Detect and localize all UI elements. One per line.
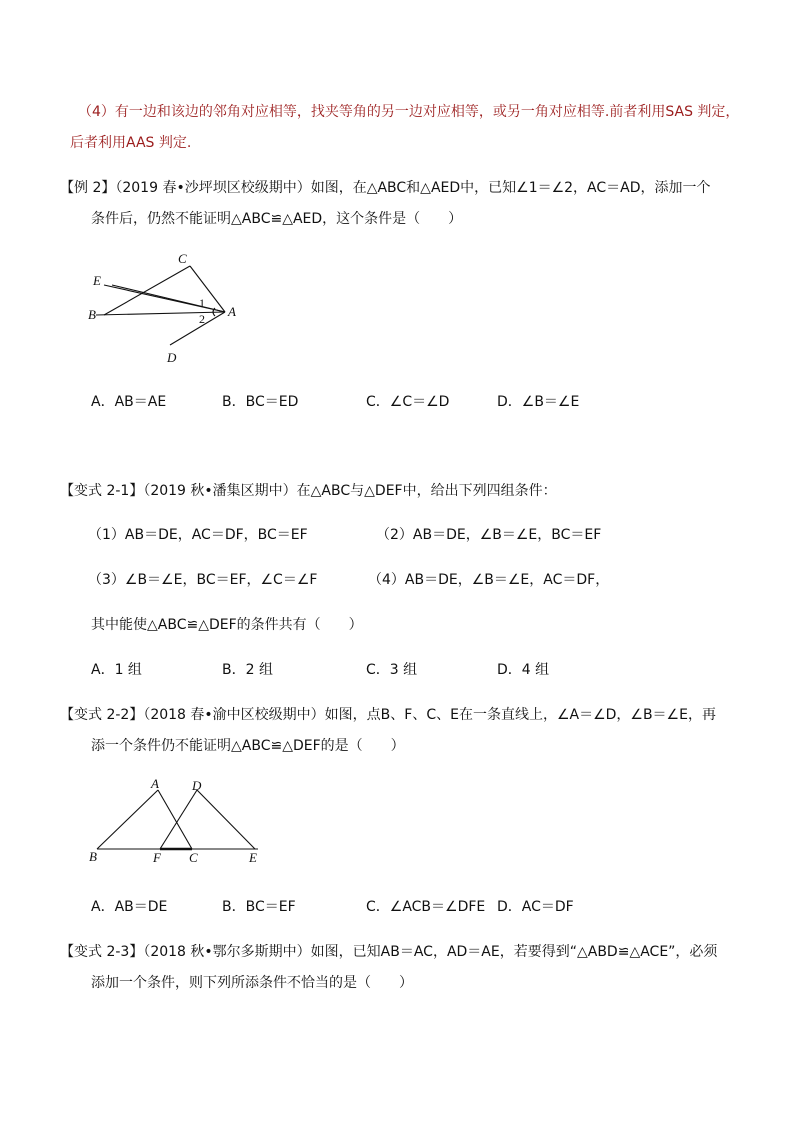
variant-2-2-option-b: B．BC＝EF (222, 899, 296, 915)
example-2-option-c: C．∠C＝∠D (366, 394, 450, 410)
note-4-line-1: （4）有一边和该边的邻角对应相等，找夹等角的另一边对应相等，或另一角对应相等.前者利用SAS 判定， (78, 104, 740, 120)
variant-2-1-question: 其中能使△ABC≌△DEF的条件共有（ ） (91, 617, 363, 633)
fig22-label-b: B (89, 849, 97, 864)
example-2-line-2: 条件后，仍然不能证明△ABC≌△AED，这个条件是（ ） (91, 211, 463, 227)
variant-2-2-option-c: C．∠ACB＝∠DFE (366, 899, 486, 915)
variant-2-1-condition-4: （4）AB＝DE，∠B＝∠E，AC＝DF， (368, 572, 610, 588)
variant-2-1-condition-2: （2）AB＝DE，∠B＝∠E，BC＝EF (376, 527, 602, 543)
fig2-label-1: 1 (199, 296, 205, 310)
variant-2-1-condition-3: （3）∠B＝∠E，BC＝EF，∠C＝∠F (88, 572, 318, 588)
variant-2-3-tag: 【变式 2-3】 (60, 944, 144, 960)
fig2-label-a: A (228, 304, 236, 319)
fig22-label-e: E (249, 850, 257, 865)
fig2-label-2: 2 (199, 312, 205, 326)
variant-2-3-line-2: 添加一个条件，则下列所添条件不恰当的是（ ） (91, 975, 413, 991)
fig2-label-e: E (93, 273, 101, 288)
variant-2-2-line-1: 【变式 2-2】（2018 春•渝中区校级期中）如图，点B、F、C、E在一条直线上，∠A＝∠D，∠B＝∠E，再 (60, 707, 716, 723)
fig2-label-c: C (178, 251, 187, 266)
variant-2-2-tag: 【变式 2-2】 (60, 707, 144, 723)
fig2-label-d: D (167, 350, 177, 365)
variant-2-1-option-b: B．2 组 (222, 662, 273, 678)
variant-2-1-tag: 【变式 2-1】 (60, 483, 144, 499)
fig22-label-a: A (151, 776, 159, 791)
example-2-line-1: 【例 2】（2019 春•沙坪坝区校级期中）如图，在△ABC和△AED中，已知∠1＝∠2，AC＝AD，添加一个 (60, 180, 711, 196)
example-2-option-a: A．AB＝AE (91, 394, 167, 410)
example-2-figure (85, 250, 245, 370)
variant-2-1-condition-1: （1）AB＝DE，AC＝DF，BC＝EF (88, 527, 308, 543)
variant-2-1-option-a: A．1 组 (91, 662, 142, 678)
fig22-label-c: C (189, 850, 198, 865)
variant-2-3-line-1: 【变式 2-3】（2018 秋•鄂尔多斯期中）如图，已知AB＝AC，AD＝AE，若要得到“△ABD≌△ACE”，必须 (60, 944, 718, 960)
variant-2-1-option-d: D．4 组 (497, 662, 550, 678)
variant-2-1-line-1: 【变式 2-1】（2019 秋•潘集区期中）在△ABC与△DEF中，给出下列四组条件： (60, 483, 557, 499)
fig2-label-b: B (88, 307, 96, 322)
note-4-line-2: 后者利用AAS 判定. (70, 135, 192, 151)
variant-2-2-option-a: A．AB＝DE (91, 899, 168, 915)
variant-2-2-line-2: 添一个条件仍不能证明△ABC≌△DEF的是（ ） (91, 738, 405, 754)
fig22-label-f: F (153, 850, 161, 865)
example-2-tag: 【例 2】 (60, 180, 116, 196)
variant-2-2-figure (85, 775, 275, 870)
variant-2-1-option-c: C．3 组 (366, 662, 418, 678)
example-2-option-d: D．∠B＝∠E (497, 394, 580, 410)
example-2-option-b: B．BC＝ED (222, 394, 299, 410)
fig22-label-d: D (192, 778, 202, 793)
variant-2-2-option-d: D．AC＝DF (497, 899, 574, 915)
